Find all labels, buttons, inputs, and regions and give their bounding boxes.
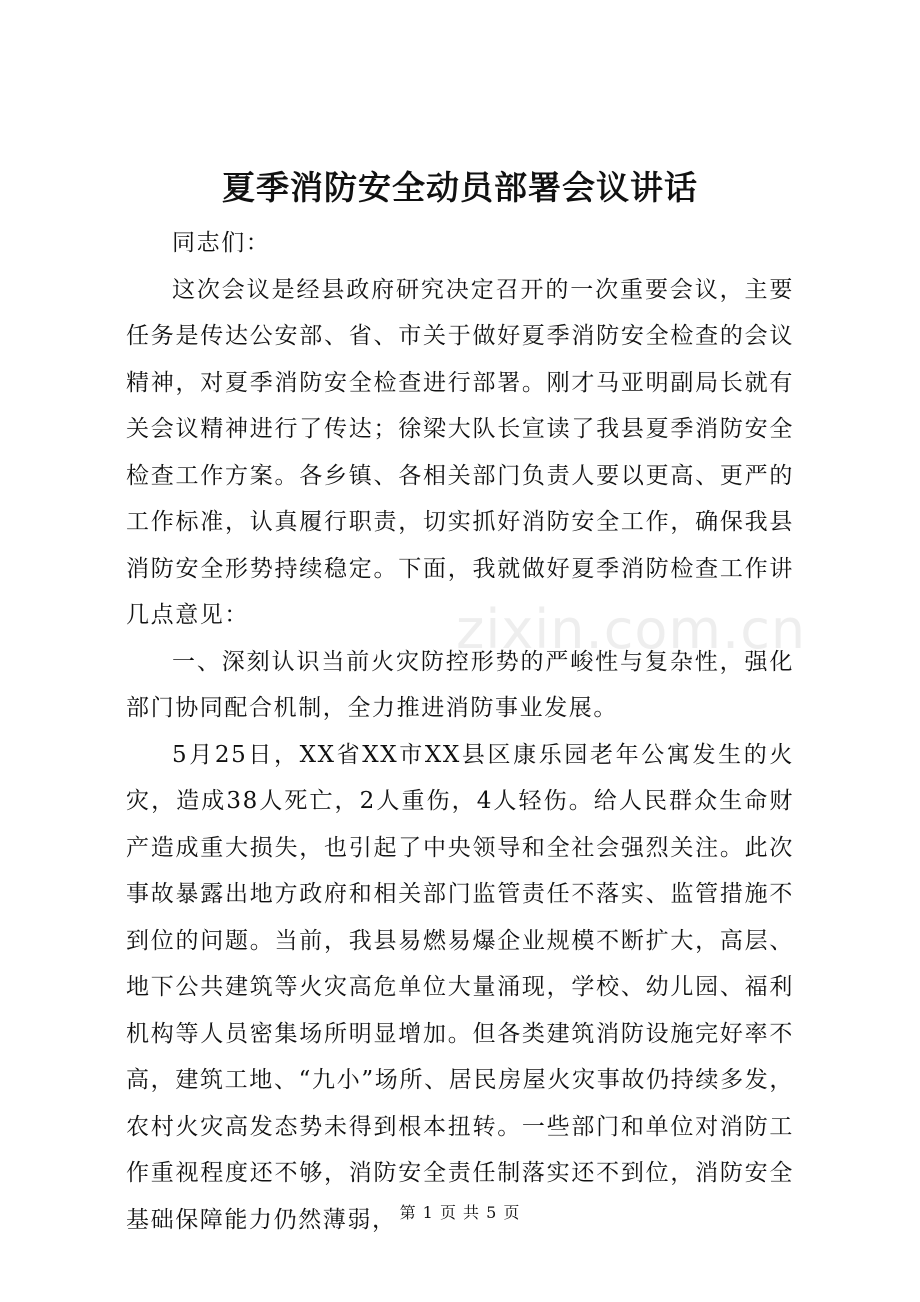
- watermark: zixin.com.cn: [456, 598, 807, 661]
- document-body: [126, 220, 794, 1243]
- salutation-paragraph: 同志们：: [172, 230, 271, 256]
- section-heading-paragraph: 一、深刻认识当前火灾防控形势的严峻性与复杂性，强化部门协同配合机制，全力推进消防事业发展。: [126, 648, 794, 721]
- body-paragraph: 5月25日，XX省XX市XX县区康乐园老年公寓发生的火灾，造成38人死亡，2人重伤，4人轻伤。给人民群众生命财产造成重大损失，也引起了中央领导和全社会强烈关注。此次事故暴露出地方政府和相关部门监管责任不落实、监管措施不到位的问题。当前，我县易燃易爆企业规模不断扩大，高层、地下公共建筑等火灾高危单位大量涌现，学校、幼儿园、福利机构等人员密集场所明显增加。但各类建筑消防设施完好率不高，建筑工地、“九小”场所、居民房屋火灾事故仍持续多发，农村火灾高发态势未得到根本扭转。一些部门和单位对消防工作重视程度还不够，消防安全责任制落实还不到位，消防安全基础保障能力仍然薄弱，: [126, 741, 795, 1233]
- page-footer: 第 1 页 共 5 页: [399, 1203, 521, 1222]
- document-title: 夏季消防安全动员部署会议讲话: [222, 168, 698, 207]
- intro-paragraph: 这次会议是经县政府研究决定召开的一次重要会议，主要任务是传达公安部、省、市关于做好夏季消防安全检查的会议精神，对夏季消防安全检查进行部署。刚才马亚明副局长就有关会议精神进行了传达；徐梁大队长宣读了我县夏季消防安全检查工作方案。各乡镇、各相关部门负责人要以更高、更严的工作标准，认真履行职责，切实抓好消防安全工作，确保我县消防安全形势持续稳定。下面，我就做好夏季消防检查工作讲几点意见：: [126, 276, 794, 628]
